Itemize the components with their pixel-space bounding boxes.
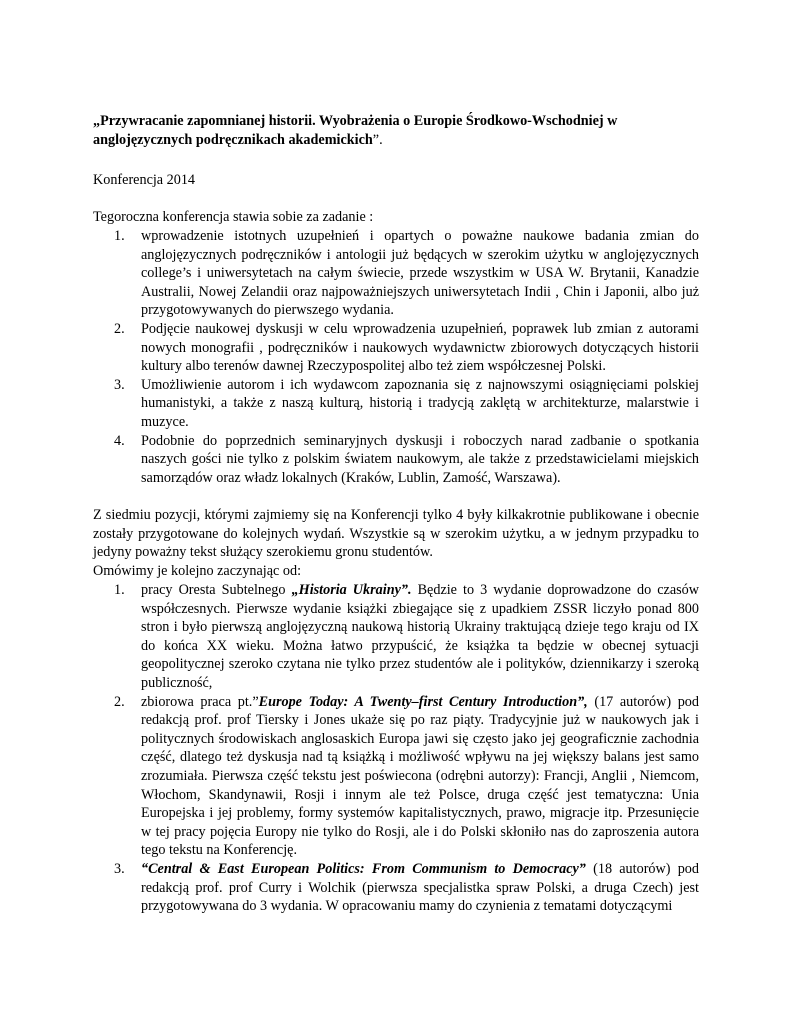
goal-number: 2. <box>114 320 125 337</box>
book-description: (18 autorów) pod redakcją prof. prof Curry i Wolchik (pierwsza specjalistka spraw Polski, a druga Czech) jest przygotowywana do 3 wydania. W opracowaniu mamy do czynienia z tematami dotyczącymi <box>141 860 699 915</box>
book-pre: zbiorowa praca pt.” <box>141 693 259 710</box>
goal-number: 3. <box>114 376 125 393</box>
book-title: “Central & East European Politics: From Communism to Democracy” <box>141 860 586 877</box>
book-title: „Historia Ukrainy”. <box>291 582 412 598</box>
book-item <box>93 581 699 693</box>
book-number: 1. <box>114 582 125 598</box>
goal-text: Podobnie do poprzednich seminaryjnych dyskusji i roboczych narad zadbanie o spotkania naszych gości nie tylko z polskim światem naukowym, ale także z przedstawicielami miejskich samorządów oraz władz lokalnych (Kraków, Lublin, Zamość, Warszawa). <box>141 432 699 486</box>
title-text: „Przywracanie zapomnianej historii. Wyobrażenia o Europie Środkowo-Wschodniej w anglojęzycznych podręcznikach akademickich <box>93 113 618 148</box>
book-description: (17 autorów) pod redakcją prof. prof Tiersky i Jones ukaże się po raz piąty. Tradycyjnie już w naukowych jak i politycznych środowiskach anglosaskich Europa jawi się często jako jej geograficznie zachodnia część, dlatego też dyskusja nad tą książką i możliwość wpływu na jej większy balans jest samo zrozumiała. Pierwsza część tekstu jest poświecona (odrębni autorzy): Francji, Anglii , Niemcom, Włochom, Skandynawii, Rosji i innym ale też Polsce, druga część jest tematyczna: Unia Europejska i jej problemy, formy systemów kapitalistycznych, prawo, migracje itp. Przesunięcie w tej pracy pojęcia Europy nie tylko do Rosji, ale i do Polski skłoniło nas do zaproszenia autora tego tekstu na Konferencję. <box>141 693 699 859</box>
goal-item <box>93 376 699 432</box>
book-item <box>93 693 699 860</box>
title-closing-quote: ”. <box>372 131 383 148</box>
book-number: 2. <box>114 693 125 710</box>
goals-list <box>93 227 699 487</box>
book-item <box>93 860 699 916</box>
goal-item <box>93 320 699 376</box>
goal-item <box>93 227 699 320</box>
document-title <box>93 112 693 149</box>
book-description: Będzie to 3 wydanie doprowadzone do czasów współczesnych. Pierwsze wydanie książki zbiegające się z upadkiem ZSSR liczyło ponad 800 stron i było pierwszą anglojęzyczną naukową historią Ukrainy traktującą dzieje tego kraju od IX do końca XX wieku. Można łatwo przypuścić, że książka ta będzie w obecnej sytuacji geopolitycznej szeroko czytana nie tylko przez studentów ale i polityków, dziennikarzy i szeroką publiczność, <box>141 582 699 691</box>
book-pre: pracy Oresta Subtelnego <box>141 582 292 598</box>
intro-text: Tegoroczna konferencja stawia sobie za zadanie : <box>93 209 374 225</box>
goal-text: wprowadzenie istotnych uzupełnień i opartych o poważne naukowe badania zmian do anglojęzycznych podręczników i antologii już będących w szerokim użytku w anglojęzycznych college’s i uniwersytetach na całym świecie, przede wszystkim w USA W. Brytanii, Kanadzie Australii, Nowej Zelandii oraz najpoważniejszych uniwersytetach Indii , Chin i Japonii, albo już przygotowywanych do pierwszego wydania. <box>141 228 699 319</box>
summary-paragraph: Z siedmiu pozycji, którymi zajmiemy się na Konferencji tylko 4 były kilkakrotnie publikowane i obecnie zostały przygotowane do kolejnych wydań. Wszystkie są w szerokim użytku, a w jednym przypadku to jedyny poważny tekst służący szerokiemu gronu studentów. <box>93 507 699 561</box>
book-number: 3. <box>114 860 125 877</box>
discuss-intro: Omówimy je kolejno zaczynając od: <box>93 563 302 579</box>
goal-number: 1. <box>114 228 125 244</box>
goal-text: Podjęcie naukowej dyskusji w celu wprowadzenia uzupełnień, poprawek lub zmian z autorami nowych monografii , podręczników i naukowych wydawnictw zbiorowych dotyczących historii kultury albo terenów dawnej Rzeczypospolitej albo też ziem współczesnej Polski. <box>141 320 699 375</box>
conference-label: Konferencja 2014 <box>93 172 196 188</box>
goal-text: Umożliwienie autorom i ich wydawcom zapoznania się z najnowszymi osiągnięciami polskiej humanistyki, a także z naszą kulturą, historią i tradycją zaklętą w architekturze, malarstwie i muzyce. <box>141 376 699 430</box>
book-title: Europe Today: A Twenty–first Century Introduction”, <box>258 693 588 710</box>
books-list <box>93 581 699 916</box>
goal-number: 4. <box>114 432 125 449</box>
goal-item <box>93 432 699 488</box>
